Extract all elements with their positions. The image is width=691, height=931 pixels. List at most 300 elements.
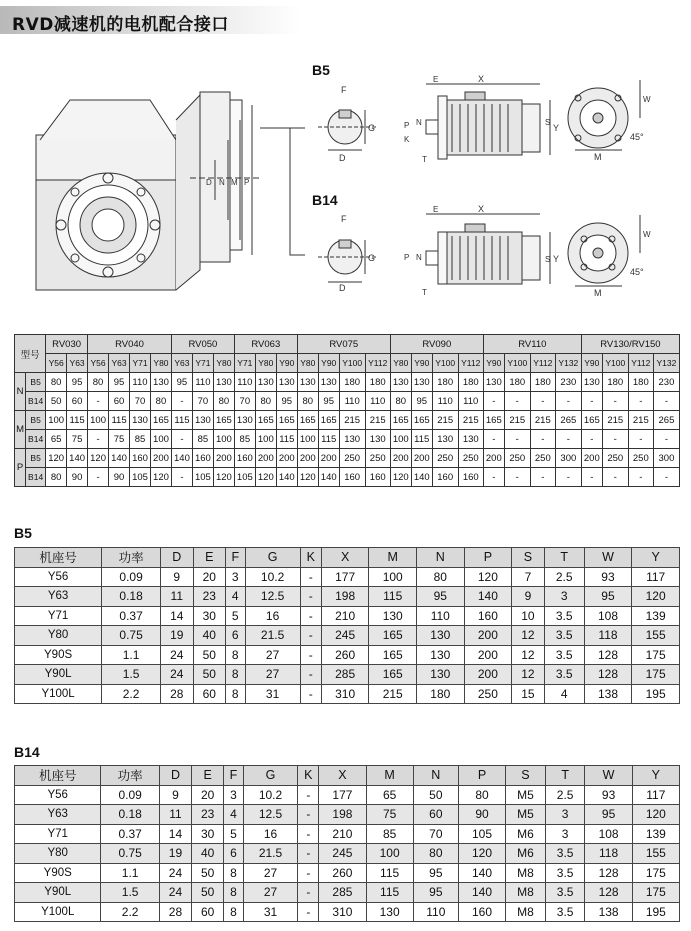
matrix-group-label: N: [15, 373, 26, 411]
svg-text:K: K: [404, 135, 410, 144]
b5-cell: 155: [632, 626, 680, 646]
matrix-cell: 165: [390, 411, 411, 430]
svg-text:F: F: [341, 85, 347, 95]
b14-cell: 175: [632, 883, 679, 903]
b14-cell: 118: [585, 844, 632, 864]
svg-text:X: X: [478, 74, 485, 84]
matrix-cell: 200: [276, 449, 297, 468]
b5-shaft-drawing: [318, 85, 378, 163]
b5-cell: 180: [417, 684, 465, 704]
matrix-frame-header: Y100: [339, 354, 365, 373]
b14-cell: 16: [243, 824, 298, 844]
matrix-cell: 80: [46, 373, 67, 392]
b5-cell: 0.18: [102, 587, 161, 607]
b5-cell: 15: [512, 684, 544, 704]
matrix-frame-header: Y90: [581, 354, 602, 373]
b5-cell: 10.2: [245, 567, 300, 587]
matrix-cell: 100: [150, 430, 171, 449]
matrix-cell: 110: [234, 373, 255, 392]
b14-cell: 1.5: [101, 883, 159, 903]
b5-header-cell: Y: [632, 548, 680, 568]
matrix-flange-label: B14: [26, 468, 46, 487]
b5-cell: 120: [464, 567, 512, 587]
matrix-cell: -: [581, 468, 602, 487]
svg-text:D: D: [339, 153, 346, 163]
b5-cell: 20: [193, 567, 225, 587]
matrix-cell: 80: [390, 392, 411, 411]
b5-cell: 100: [369, 567, 417, 587]
matrix-cell: 180: [365, 373, 390, 392]
matrix-cell: 215: [602, 411, 628, 430]
b5-cell: 9: [512, 587, 544, 607]
matrix-cell: 140: [171, 449, 192, 468]
matrix-cell: 130: [150, 373, 171, 392]
b5-cell: 177: [321, 567, 369, 587]
svg-text:D: D: [206, 178, 212, 187]
b5-cell: 93: [584, 567, 632, 587]
matrix-frame-header: Y56: [88, 354, 109, 373]
matrix-cell: 120: [297, 468, 318, 487]
svg-text:Y: Y: [553, 254, 560, 264]
matrix-cell: 160: [339, 468, 365, 487]
b14-header-cell: G: [243, 766, 298, 786]
b5-cell: 21.5: [245, 626, 300, 646]
b14-header-cell: K: [298, 766, 319, 786]
matrix-cell: 60: [67, 392, 88, 411]
matrix-cell: 200: [318, 449, 339, 468]
b14-cell: 12.5: [243, 805, 298, 825]
b14-cell: M6: [506, 844, 546, 864]
matrix-cell: -: [530, 430, 555, 449]
matrix-cell: 160: [234, 449, 255, 468]
b14-cell: M6: [506, 824, 546, 844]
matrix-cell: 130: [390, 373, 411, 392]
b5-cell: Y71: [15, 606, 102, 626]
b5-cell: -: [300, 665, 321, 685]
matrix-cell: -: [88, 392, 109, 411]
matrix-frame-header: Y80: [255, 354, 276, 373]
b14-cell: 90: [458, 805, 505, 825]
table-row: [15, 626, 680, 646]
b14-header-cell: Y: [632, 766, 679, 786]
technical-drawing: [0, 50, 691, 330]
matrix-cell: 110: [432, 392, 458, 411]
b14-cell: -: [298, 824, 319, 844]
b14-header-cell: D: [159, 766, 191, 786]
b5-header-cell: F: [226, 548, 246, 568]
matrix-cell: 130: [339, 430, 365, 449]
b5-cell: -: [300, 626, 321, 646]
b14-cell: 115: [366, 883, 413, 903]
b14-cell: Y71: [15, 824, 101, 844]
b14-header-cell: 功率: [101, 766, 159, 786]
table-row: [15, 606, 680, 626]
matrix-cell: 90: [109, 468, 130, 487]
svg-text:N: N: [219, 178, 225, 187]
matrix-cell: 60: [109, 392, 130, 411]
matrix-cell: 265: [653, 411, 679, 430]
matrix-cell: 110: [130, 373, 151, 392]
matrix-frame-header: Y63: [67, 354, 88, 373]
b5-cell: 115: [369, 587, 417, 607]
matrix-cell: -: [483, 468, 504, 487]
matrix-cell: 105: [130, 468, 151, 487]
matrix-cell: 120: [46, 449, 67, 468]
matrix-row: [15, 392, 680, 411]
matrix-group-label: M: [15, 411, 26, 449]
svg-text:S: S: [545, 255, 551, 264]
matrix-cell: -: [171, 430, 192, 449]
matrix-cell: 250: [339, 449, 365, 468]
b14-cell: -: [298, 902, 319, 922]
b14-cell: 9: [159, 785, 191, 805]
matrix-cell: -: [653, 430, 679, 449]
b14-cell: 8: [224, 883, 243, 903]
b5-header-cell: 机座号: [15, 548, 102, 568]
b5-cell: 10: [512, 606, 544, 626]
b14-cell: 95: [413, 883, 458, 903]
matrix-cell: -: [555, 392, 581, 411]
b14-cell: 95: [585, 805, 632, 825]
b14-cell: 155: [632, 844, 679, 864]
matrix-cell: 165: [483, 411, 504, 430]
svg-text:45°: 45°: [630, 267, 644, 277]
matrix-cell: -: [653, 468, 679, 487]
b14-cell: M5: [506, 805, 546, 825]
b5-cell: 6: [226, 626, 246, 646]
table-row: [15, 844, 680, 864]
matrix-row: [15, 468, 680, 487]
matrix-frame-header: Y90: [411, 354, 432, 373]
matrix-cell: 300: [555, 449, 581, 468]
b5-cell: 27: [245, 645, 300, 665]
b14-cell: M8: [506, 863, 546, 883]
svg-text:G: G: [368, 123, 376, 133]
b5-cell: 3.5: [544, 626, 584, 646]
matrix-cell: 130: [192, 411, 213, 430]
b14-cell: 95: [413, 863, 458, 883]
matrix-cell: 100: [213, 430, 234, 449]
b5-cell: 175: [632, 665, 680, 685]
matrix-cell: 130: [581, 373, 602, 392]
b5-header-cell: P: [464, 548, 512, 568]
b14-cell: 24: [159, 883, 191, 903]
b14-cell: 80: [413, 844, 458, 864]
b5-header-cell: D: [161, 548, 193, 568]
b5-cell: 285: [321, 665, 369, 685]
b5-cell: 108: [584, 606, 632, 626]
b5-cell: 40: [193, 626, 225, 646]
b14-cell: 10.2: [243, 785, 298, 805]
matrix-cell: 215: [365, 411, 390, 430]
b5-cell: 175: [632, 645, 680, 665]
matrix-cell: 130: [318, 373, 339, 392]
matrix-frame-header: Y132: [653, 354, 679, 373]
matrix-cell: 140: [318, 468, 339, 487]
matrix-cell: 160: [365, 468, 390, 487]
matrix-cell: -: [602, 468, 628, 487]
b14-cell: 110: [413, 902, 458, 922]
b5-cell: 28: [161, 684, 193, 704]
b14-header-cell: 机座号: [15, 766, 101, 786]
matrix-cell: 215: [458, 411, 483, 430]
b5-cell: Y90L: [15, 665, 102, 685]
b14-cell: -: [298, 883, 319, 903]
matrix-cell: 115: [411, 430, 432, 449]
matrix-frame-header: Y112: [365, 354, 390, 373]
b14-cell: 0.18: [101, 805, 159, 825]
matrix-cell: -: [483, 392, 504, 411]
svg-text:S: S: [545, 118, 551, 127]
matrix-cell: 180: [530, 373, 555, 392]
b14-dimension-table: [14, 765, 680, 922]
table-row: [15, 824, 680, 844]
b5-cell: -: [300, 587, 321, 607]
b14-cell: -: [298, 805, 319, 825]
b5-cell: 5: [226, 606, 246, 626]
matrix-model-header: RV050: [171, 335, 234, 354]
matrix-cell: 95: [318, 392, 339, 411]
matrix-cell: 120: [150, 468, 171, 487]
svg-text:E: E: [433, 205, 439, 214]
b5-cell: 3.5: [544, 645, 584, 665]
matrix-frame-header: Y80: [150, 354, 171, 373]
matrix-row: [15, 449, 680, 468]
b14-header-cell: E: [192, 766, 224, 786]
svg-text:F: F: [341, 214, 347, 224]
matrix-cell: 160: [432, 468, 458, 487]
b14-motor-end-view: [545, 215, 651, 298]
b5-header-cell: W: [584, 548, 632, 568]
matrix-cell: 200: [255, 449, 276, 468]
matrix-cell: 115: [67, 411, 88, 430]
svg-text:M: M: [594, 288, 602, 298]
matrix-model-header: RV063: [234, 335, 297, 354]
b5-cell: 140: [464, 587, 512, 607]
svg-text:T: T: [422, 155, 427, 164]
matrix-cell: 115: [318, 430, 339, 449]
matrix-cell: -: [171, 392, 192, 411]
table-row: [15, 785, 680, 805]
b14-cell: 5: [224, 824, 243, 844]
matrix-frame-header: Y90: [483, 354, 504, 373]
b14-cell: 177: [319, 785, 366, 805]
svg-text:W: W: [643, 95, 651, 104]
matrix-cell: -: [581, 392, 602, 411]
b14-cell: 80: [458, 785, 505, 805]
b5-cell: -: [300, 567, 321, 587]
matrix-cell: -: [555, 430, 581, 449]
matrix-cell: -: [483, 430, 504, 449]
b14-cell: 3: [545, 824, 585, 844]
b14-header-cell: F: [224, 766, 243, 786]
matrix-cell: 215: [339, 411, 365, 430]
b14-cell: 140: [458, 863, 505, 883]
b14-cell: 175: [632, 863, 679, 883]
b5-cell: 128: [584, 665, 632, 685]
b5-cell: 118: [584, 626, 632, 646]
b14-cell: 75: [366, 805, 413, 825]
svg-text:P: P: [404, 121, 410, 130]
b14-cell: 160: [458, 902, 505, 922]
matrix-cell: -: [504, 468, 530, 487]
matrix-model-header: RV075: [297, 335, 390, 354]
b14-cell: 245: [319, 844, 366, 864]
matrix-cell: 265: [555, 411, 581, 430]
matrix-cell: 120: [390, 468, 411, 487]
table-row: [15, 684, 680, 704]
matrix-cell: 95: [276, 392, 297, 411]
matrix-cell: -: [628, 468, 653, 487]
b14-cell: 3.5: [545, 883, 585, 903]
matrix-frame-header: Y71: [192, 354, 213, 373]
matrix-cell: 215: [504, 411, 530, 430]
matrix-cell: 130: [458, 430, 483, 449]
svg-text:M: M: [594, 152, 602, 162]
matrix-cell: 165: [581, 411, 602, 430]
b5-cell: 12: [512, 665, 544, 685]
b5-cell: 165: [369, 665, 417, 685]
matrix-cell: 200: [390, 449, 411, 468]
matrix-cell: 90: [67, 468, 88, 487]
matrix-cell: 250: [504, 449, 530, 468]
matrix-cell: 70: [192, 392, 213, 411]
table-row: [15, 645, 680, 665]
b14-cell: 3: [545, 805, 585, 825]
b5-cell: 165: [369, 626, 417, 646]
b14-header-cell: S: [506, 766, 546, 786]
b5-cell: 16: [245, 606, 300, 626]
matrix-cell: 130: [483, 373, 504, 392]
b5-cell: 11: [161, 587, 193, 607]
matrix-cell: 115: [171, 411, 192, 430]
matrix-cell: 160: [192, 449, 213, 468]
b5-header-cell: G: [245, 548, 300, 568]
matrix-cell: 140: [276, 468, 297, 487]
matrix-frame-header: Y80: [213, 354, 234, 373]
table-row: [15, 863, 680, 883]
b5-cell: 3: [226, 567, 246, 587]
matrix-model-header: RV130/RV150: [581, 335, 679, 354]
b14-cell: 140: [458, 883, 505, 903]
b14-cell: M8: [506, 902, 546, 922]
b14-cell: 21.5: [243, 844, 298, 864]
matrix-cell: -: [530, 392, 555, 411]
svg-text:P: P: [244, 178, 250, 187]
matrix-cell: 180: [602, 373, 628, 392]
matrix-frame-header: Y63: [109, 354, 130, 373]
b5-header-cell: S: [512, 548, 544, 568]
b14-cell: Y90S: [15, 863, 101, 883]
matrix-cell: 80: [297, 392, 318, 411]
b5-cell: 31: [245, 684, 300, 704]
b14-cell: 285: [319, 883, 366, 903]
b5-section-title: B5: [14, 525, 32, 541]
b14-cell: 195: [632, 902, 679, 922]
b14-header-cell: T: [545, 766, 585, 786]
matrix-cell: 200: [411, 449, 432, 468]
b14-cell: 50: [192, 863, 224, 883]
b14-cell: M5: [506, 785, 546, 805]
matrix-cell: 140: [411, 468, 432, 487]
matrix-cell: 200: [297, 449, 318, 468]
b14-cell: 130: [366, 902, 413, 922]
b5-cell: 117: [632, 567, 680, 587]
b14-cell: Y90L: [15, 883, 101, 903]
table-row: [15, 902, 680, 922]
matrix-cell: 110: [192, 373, 213, 392]
matrix-cell: 130: [213, 373, 234, 392]
gearbox-drawing: [36, 92, 305, 290]
matrix-cell: 130: [234, 411, 255, 430]
b14-cell: 120: [632, 805, 679, 825]
b14-cell: 100: [366, 844, 413, 864]
matrix-flange-label: B5: [26, 411, 46, 430]
b5-header-cell: M: [369, 548, 417, 568]
matrix-flange-label: B14: [26, 430, 46, 449]
b14-cell: Y56: [15, 785, 101, 805]
b5-dimension-table: [14, 547, 680, 704]
matrix-frame-header: Y90: [276, 354, 297, 373]
matrix-cell: 200: [213, 449, 234, 468]
matrix-cell: 165: [318, 411, 339, 430]
b5-cell: 7: [512, 567, 544, 587]
matrix-cell: 130: [411, 373, 432, 392]
b14-cell: 1.1: [101, 863, 159, 883]
matrix-row: [15, 373, 680, 392]
b14-cell: Y100L: [15, 902, 101, 922]
matrix-cell: 85: [192, 430, 213, 449]
b14-cell: 310: [319, 902, 366, 922]
svg-text:P: P: [404, 253, 410, 262]
svg-text:W: W: [643, 230, 651, 239]
svg-text:M: M: [231, 178, 238, 187]
matrix-corner-label: 型号: [15, 335, 46, 373]
matrix-cell: 250: [432, 449, 458, 468]
matrix-cell: -: [628, 430, 653, 449]
drawing-label-b5: B5: [312, 62, 330, 78]
matrix-cell: 95: [411, 392, 432, 411]
b14-cell: 11: [159, 805, 191, 825]
matrix-frame-header: Y56: [46, 354, 67, 373]
b5-cell: 14: [161, 606, 193, 626]
matrix-cell: 80: [88, 373, 109, 392]
b14-cell: 93: [585, 785, 632, 805]
b14-cell: 31: [243, 902, 298, 922]
b14-header-cell: W: [585, 766, 632, 786]
b14-cell: 60: [413, 805, 458, 825]
matrix-frame-header: Y71: [234, 354, 255, 373]
matrix-cell: 80: [150, 392, 171, 411]
matrix-model-header: RV090: [390, 335, 483, 354]
b14-cell: 0.37: [101, 824, 159, 844]
svg-text:X: X: [478, 204, 485, 214]
b5-cell: 110: [417, 606, 465, 626]
b14-cell: -: [298, 863, 319, 883]
table-row: [15, 567, 680, 587]
matrix-cell: -: [555, 468, 581, 487]
b14-cell: 260: [319, 863, 366, 883]
matrix-cell: 200: [483, 449, 504, 468]
matrix-cell: 215: [530, 411, 555, 430]
matrix-cell: 215: [432, 411, 458, 430]
matrix-cell: -: [88, 468, 109, 487]
b14-cell: Y63: [15, 805, 101, 825]
matrix-cell: 100: [88, 411, 109, 430]
b5-cell: 23: [193, 587, 225, 607]
b5-cell: 3.5: [544, 665, 584, 685]
matrix-cell: 200: [150, 449, 171, 468]
